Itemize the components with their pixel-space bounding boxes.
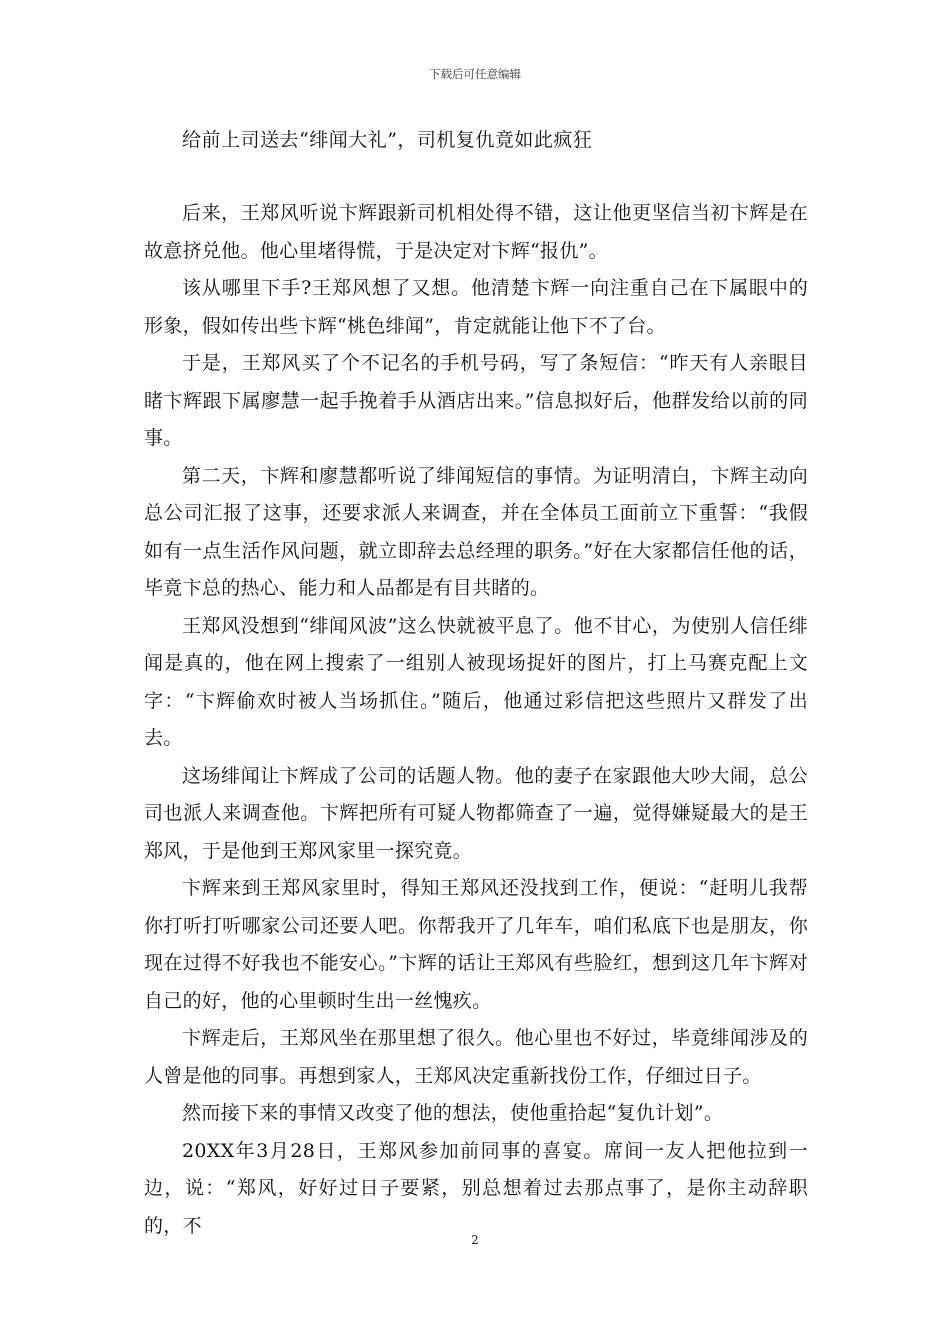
- paragraph: 卞辉来到王郑风家里时，得知王郑风还没找到工作，便说：“赶明儿我帮你打听打听哪家公司还要人吧。你帮我开了几年车，咱们私底下也是朋友，你现在过得不好我也不能安心。”卞辉的话让王郑风有些脸红，想到这几年卞辉对自己的好，他的心里顿时生出一丝愧疚。: [144, 877, 808, 1012]
- page-header: 下载后可任意编辑: [429, 67, 521, 81]
- page-number: 2: [471, 1233, 479, 1247]
- paragraph: 20XX年3月28日，王郑风参加前同事的喜宴。席间一友人把他拉到一边，说：“郑风，好好过日子要紧，别总想着过去那点事了，是你主动辞职的，不: [144, 1139, 808, 1237]
- paragraph: 于是，王郑风买了个不记名的手机号码，写了条短信：“昨天有人亲眼目睹卞辉跟下属廖慧一起手挽着手从酒店出来。”信息拟好后，他群发给以前的同事。: [144, 352, 808, 449]
- paragraph: 卞辉走后，王郑风坐在那里想了很久。他心里也不好过，毕竟绯闻涉及的人曾是他的同事。再想到家人，王郑风决定重新找份工作，仔细过日子。: [144, 1027, 808, 1087]
- article-title: 给前上司送去“绯闻大礼”，司机复仇竟如此疯狂: [182, 129, 593, 151]
- document-body: [144, 124, 808, 1245]
- paragraph: 后来，王郑风听说卞辉跟新司机相处得不错，这让他更坚信当初卞辉是在故意挤兑他。他心里堵得慌，于是决定对卞辉“报仇”。: [144, 202, 808, 262]
- paragraph: 这场绯闻让卞辉成了公司的话题人物。他的妻子在家跟他大吵大闹，总公司也派人来调查他。卞辉把所有可疑人物都筛查了一遍，觉得嫌疑最大的是王郑风，于是他到王郑风家里一探究竟。: [144, 764, 808, 862]
- paragraph: 该从哪里下手?王郑风想了又想。他清楚卞辉一向注重自己在下属眼中的形象，假如传出些卞辉“桃色绯闻”，肯定就能让他下不了台。: [144, 277, 808, 337]
- paragraph: 王郑风没想到“绯闻风波”这么快就被平息了。他不甘心，为使别人信任绯闻是真的，他在网上搜索了一组别人被现场捉奸的图片，打上马赛克配上文字：“卞辉偷欢时被人当场抓住。”随后，他通过彩信把这些照片又群发了出去。: [144, 614, 808, 749]
- paragraph: 第二天，卞辉和廖慧都听说了绯闻短信的事情。为证明清白，卞辉主动向总公司汇报了这事，还要求派人来调查，并在全体员工面前立下重誓：“我假如有一点生活作风问题，就立即辞去总经理的职务。”好在大家都信任他的话，毕竟卞总的热心、能力和人品都是有目共睹的。: [144, 464, 808, 599]
- paragraph: 然而接下来的事情又改变了他的想法，使他重拾起“复仇计划”。: [182, 1102, 724, 1124]
- paragraph-list: [144, 195, 808, 1245]
